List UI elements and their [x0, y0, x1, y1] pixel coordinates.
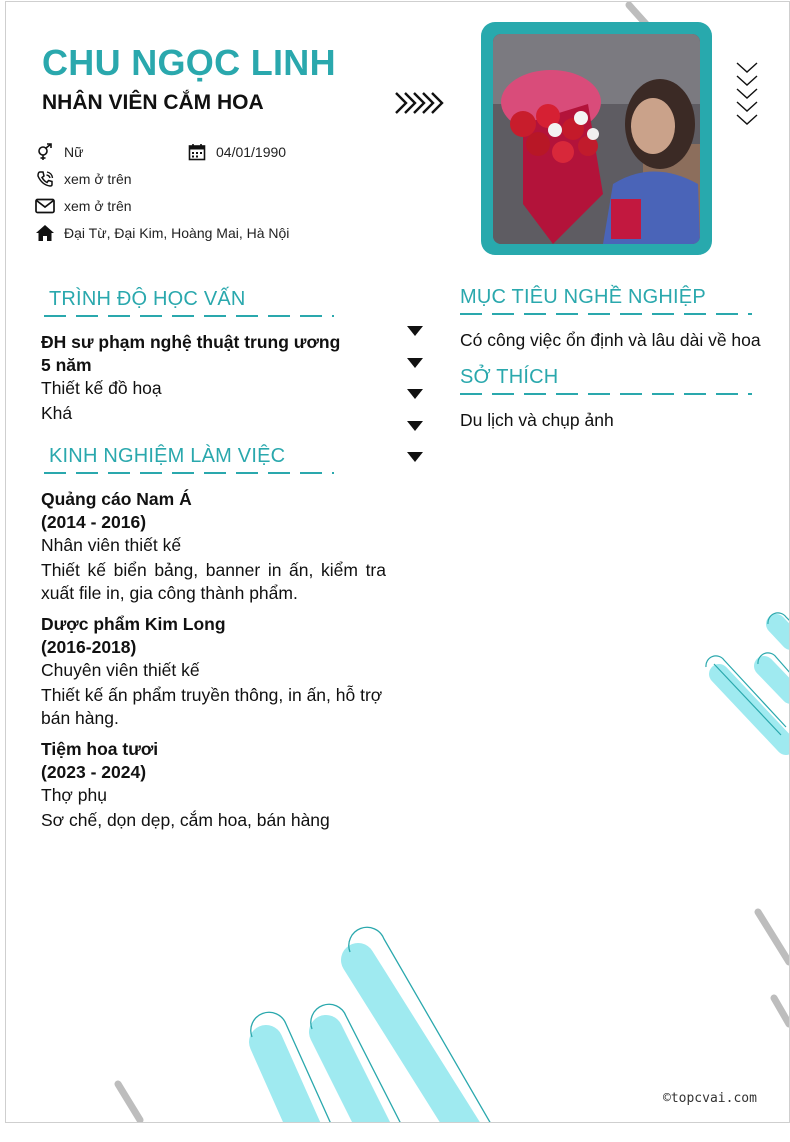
- job-period: (2023 - 2024): [41, 762, 147, 782]
- gender-row: [34, 142, 83, 162]
- education-divider: [44, 313, 334, 319]
- job-period: (2014 - 2016): [41, 512, 147, 532]
- envelope-icon: [34, 196, 56, 216]
- gender-value: Nữ: [64, 144, 84, 160]
- hobbies-divider: [460, 391, 752, 397]
- home-icon: [34, 223, 56, 243]
- education-duration: 5 năm: [41, 355, 92, 375]
- objective-text: Có công việc ổn định và lâu dài về hoa: [460, 330, 761, 350]
- triangle-down-icon: [407, 389, 423, 399]
- triangle-down-icon: [407, 358, 423, 368]
- birthday-row: [186, 142, 286, 162]
- job-description: Thiết kế ấn phẩm truyền thông, in ấn, hỗ trợ bán hàng.: [41, 685, 383, 728]
- email-row: [34, 196, 132, 216]
- job-company: Dược phẩm Kim Long: [41, 614, 226, 634]
- phone-icon: [34, 169, 56, 189]
- email-value: xem ở trên: [64, 198, 132, 214]
- birthday-value: 04/01/1990: [216, 144, 287, 160]
- address-value: Đại Từ, Đại Kim, Hoàng Mai, Hà Nội: [64, 225, 290, 241]
- job-company: Tiệm hoa tươi: [41, 739, 159, 759]
- job-role: Nhân viên thiết kế: [41, 535, 182, 555]
- objective-title: MỤC TIÊU NGHỀ NGHIỆP: [460, 286, 706, 308]
- address-row: [34, 223, 289, 243]
- calendar-icon: [186, 142, 208, 162]
- candidate-name: CHU NGỌC LINH: [42, 42, 336, 83]
- job-company: Quảng cáo Nam Á: [41, 489, 192, 509]
- job-description: Thiết kế biển bảng, banner in ấn, kiểm tra xuất file in, gia công thành phẩm.: [41, 560, 386, 603]
- objective-divider: [460, 311, 752, 317]
- watermark: ©topcvai.com: [663, 1091, 757, 1106]
- phone-value: xem ở trên: [64, 171, 132, 187]
- phone-row: [34, 169, 132, 189]
- education-major: Thiết kế đồ hoạ: [41, 378, 162, 398]
- hobbies-title: SỞ THÍCH: [460, 366, 559, 388]
- education-school: ĐH sư phạm nghệ thuật trung ương: [41, 332, 341, 352]
- job-role: Thợ phụ: [41, 785, 107, 805]
- job-description: Sơ chế, dọn dẹp, cắm hoa, bán hàng: [41, 810, 330, 830]
- gender-icon: [34, 142, 56, 162]
- chevron-down-decoration-icon: [735, 60, 761, 128]
- job-period: (2016-2018): [41, 637, 137, 657]
- triangle-down-icon: [407, 326, 423, 336]
- experience-title: KINH NGHIỆM LÀM VIỆC: [49, 445, 286, 467]
- job-title: NHÂN VIÊN CẮM HOA: [42, 91, 264, 114]
- experience-divider: [44, 470, 334, 476]
- triangle-down-icon: [407, 421, 423, 431]
- triangle-down-icon: [407, 452, 423, 462]
- job-role: Chuyên viên thiết kế: [41, 660, 200, 680]
- chevron-right-decoration-icon: [394, 90, 448, 116]
- hobbies-text: Du lịch và chụp ảnh: [460, 410, 614, 430]
- education-title: TRÌNH ĐỘ HỌC VẤN: [49, 288, 246, 310]
- education-grade: Khá: [41, 403, 73, 423]
- profile-photo: [493, 34, 700, 244]
